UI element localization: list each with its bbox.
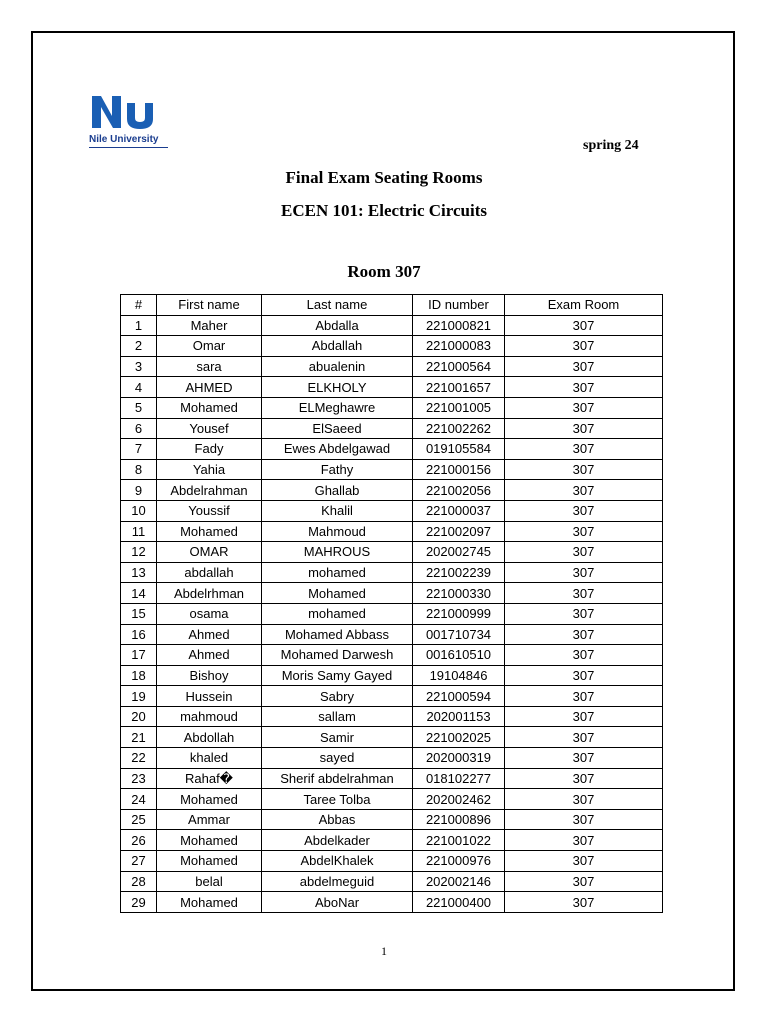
cell-id-number: 001610510 bbox=[413, 645, 505, 666]
cell-number: 9 bbox=[121, 480, 157, 501]
table-row bbox=[121, 583, 663, 604]
cell-first-name: Ahmed bbox=[157, 624, 262, 645]
cell-exam-room: 307 bbox=[505, 830, 663, 851]
page-number: 1 bbox=[381, 944, 387, 958]
cell-exam-room: 307 bbox=[505, 768, 663, 789]
cell-first-name: Abdelrhman bbox=[157, 583, 262, 604]
column-header-exam-room: Exam Room bbox=[505, 295, 663, 316]
cell-id-number: 202000319 bbox=[413, 748, 505, 769]
cell-id-number: 202002146 bbox=[413, 871, 505, 892]
table-row bbox=[121, 645, 663, 666]
cell-number: 2 bbox=[121, 336, 157, 357]
cell-last-name: Mohamed bbox=[262, 583, 413, 604]
cell-last-name: AboNar bbox=[262, 892, 413, 913]
course-title: ECEN 101: Electric Circuits bbox=[280, 201, 487, 220]
cell-first-name: Rahaf� bbox=[157, 768, 262, 789]
cell-id-number: 221000400 bbox=[413, 892, 505, 913]
cell-exam-room: 307 bbox=[505, 542, 663, 563]
cell-number: 22 bbox=[121, 748, 157, 769]
cell-first-name: Mohamed bbox=[157, 892, 262, 913]
cell-id-number: 221002262 bbox=[413, 418, 505, 439]
table-row bbox=[121, 603, 663, 624]
cell-id-number: 221002056 bbox=[413, 480, 505, 501]
cell-last-name: Mohamed Darwesh bbox=[262, 645, 413, 666]
cell-number: 13 bbox=[121, 562, 157, 583]
cell-number: 11 bbox=[121, 521, 157, 542]
cell-first-name: Abdelrahman bbox=[157, 480, 262, 501]
logo-letter-u bbox=[127, 103, 153, 129]
cell-last-name: Moris Samy Gayed bbox=[262, 665, 413, 686]
cell-first-name: Mohamed bbox=[157, 397, 262, 418]
cell-last-name: Taree Tolba bbox=[262, 789, 413, 810]
cell-last-name: Ghallab bbox=[262, 480, 413, 501]
cell-exam-room: 307 bbox=[505, 789, 663, 810]
cell-first-name: Mohamed bbox=[157, 830, 262, 851]
cell-id-number: 19104846 bbox=[413, 665, 505, 686]
cell-exam-room: 307 bbox=[505, 851, 663, 872]
cell-number: 25 bbox=[121, 809, 157, 830]
table-row bbox=[121, 459, 663, 480]
cell-exam-room: 307 bbox=[505, 521, 663, 542]
table-row bbox=[121, 727, 663, 748]
table-row bbox=[121, 418, 663, 439]
semester-label: spring 24 bbox=[583, 138, 639, 153]
cell-last-name: Abbas bbox=[262, 809, 413, 830]
cell-exam-room: 307 bbox=[505, 706, 663, 727]
cell-id-number: 221000999 bbox=[413, 603, 505, 624]
cell-last-name: ELMeghawre bbox=[262, 397, 413, 418]
table-row bbox=[121, 397, 663, 418]
cell-last-name: mohamed bbox=[262, 603, 413, 624]
cell-number: 26 bbox=[121, 830, 157, 851]
table-row bbox=[121, 500, 663, 521]
cell-first-name: abdallah bbox=[157, 562, 262, 583]
column-header-id-number: ID number bbox=[413, 295, 505, 316]
table-row bbox=[121, 624, 663, 645]
cell-first-name: Yousef bbox=[157, 418, 262, 439]
table-row bbox=[121, 851, 663, 872]
cell-exam-room: 307 bbox=[505, 439, 663, 460]
cell-number: 17 bbox=[121, 645, 157, 666]
cell-number: 12 bbox=[121, 542, 157, 563]
cell-first-name: Ammar bbox=[157, 809, 262, 830]
table-row bbox=[121, 356, 663, 377]
cell-id-number: 221000330 bbox=[413, 583, 505, 604]
column-header-last-name: Last name bbox=[262, 295, 413, 316]
table-row bbox=[121, 830, 663, 851]
table-row bbox=[121, 706, 663, 727]
column-header-first-name: First name bbox=[157, 295, 262, 316]
cell-last-name: sallam bbox=[262, 706, 413, 727]
cell-id-number: 221000821 bbox=[413, 315, 505, 336]
cell-id-number: 221002239 bbox=[413, 562, 505, 583]
cell-number: 27 bbox=[121, 851, 157, 872]
cell-exam-room: 307 bbox=[505, 624, 663, 645]
cell-id-number: 221001005 bbox=[413, 397, 505, 418]
column-header-number: # bbox=[121, 295, 157, 316]
logo-underline bbox=[89, 147, 168, 148]
cell-exam-room: 307 bbox=[505, 336, 663, 357]
cell-last-name: Mohamed Abbass bbox=[262, 624, 413, 645]
page-title: Final Exam Seating Rooms bbox=[285, 168, 483, 187]
cell-last-name: ElSaeed bbox=[262, 418, 413, 439]
cell-first-name: Mohamed bbox=[157, 521, 262, 542]
cell-id-number: 001710734 bbox=[413, 624, 505, 645]
table-row bbox=[121, 871, 663, 892]
cell-exam-room: 307 bbox=[505, 377, 663, 398]
cell-exam-room: 307 bbox=[505, 727, 663, 748]
cell-number: 15 bbox=[121, 603, 157, 624]
cell-exam-room: 307 bbox=[505, 645, 663, 666]
cell-exam-room: 307 bbox=[505, 583, 663, 604]
cell-last-name: Abdalla bbox=[262, 315, 413, 336]
cell-number: 18 bbox=[121, 665, 157, 686]
cell-last-name: MAHROUS bbox=[262, 542, 413, 563]
table-row bbox=[121, 665, 663, 686]
cell-exam-room: 307 bbox=[505, 500, 663, 521]
cell-last-name: Sherif abdelrahman bbox=[262, 768, 413, 789]
cell-number: 8 bbox=[121, 459, 157, 480]
cell-last-name: Sabry bbox=[262, 686, 413, 707]
table-row bbox=[121, 562, 663, 583]
cell-first-name: Hussein bbox=[157, 686, 262, 707]
cell-last-name: Abdelkader bbox=[262, 830, 413, 851]
cell-last-name: abdelmeguid bbox=[262, 871, 413, 892]
cell-exam-room: 307 bbox=[505, 315, 663, 336]
cell-last-name: Khalil bbox=[262, 500, 413, 521]
table-row bbox=[121, 480, 663, 501]
table-row bbox=[121, 768, 663, 789]
cell-number: 1 bbox=[121, 315, 157, 336]
cell-number: 5 bbox=[121, 397, 157, 418]
cell-number: 3 bbox=[121, 356, 157, 377]
cell-first-name: Maher bbox=[157, 315, 262, 336]
cell-first-name: Mohamed bbox=[157, 851, 262, 872]
cell-exam-room: 307 bbox=[505, 665, 663, 686]
cell-last-name: ELKHOLY bbox=[262, 377, 413, 398]
cell-number: 10 bbox=[121, 500, 157, 521]
cell-number: 23 bbox=[121, 768, 157, 789]
cell-id-number: 019105584 bbox=[413, 439, 505, 460]
table-row bbox=[121, 748, 663, 769]
cell-id-number: 221000594 bbox=[413, 686, 505, 707]
cell-number: 16 bbox=[121, 624, 157, 645]
cell-last-name: mohamed bbox=[262, 562, 413, 583]
cell-exam-room: 307 bbox=[505, 397, 663, 418]
cell-number: 24 bbox=[121, 789, 157, 810]
cell-exam-room: 307 bbox=[505, 892, 663, 913]
cell-first-name: Youssif bbox=[157, 500, 262, 521]
table-row bbox=[121, 542, 663, 563]
cell-number: 4 bbox=[121, 377, 157, 398]
cell-last-name: abualenin bbox=[262, 356, 413, 377]
cell-exam-room: 307 bbox=[505, 603, 663, 624]
cell-exam-room: 307 bbox=[505, 562, 663, 583]
cell-number: 20 bbox=[121, 706, 157, 727]
cell-first-name: Abdollah bbox=[157, 727, 262, 748]
table-row bbox=[121, 336, 663, 357]
cell-last-name: Samir bbox=[262, 727, 413, 748]
cell-first-name: Fady bbox=[157, 439, 262, 460]
cell-first-name: mahmoud bbox=[157, 706, 262, 727]
cell-first-name: OMAR bbox=[157, 542, 262, 563]
cell-first-name: Mohamed bbox=[157, 789, 262, 810]
cell-number: 14 bbox=[121, 583, 157, 604]
cell-id-number: 221000037 bbox=[413, 500, 505, 521]
table-row bbox=[121, 521, 663, 542]
cell-exam-room: 307 bbox=[505, 356, 663, 377]
cell-id-number: 221000156 bbox=[413, 459, 505, 480]
cell-id-number: 221000976 bbox=[413, 851, 505, 872]
cell-id-number: 221000564 bbox=[413, 356, 505, 377]
table-row bbox=[121, 439, 663, 460]
cell-last-name: sayed bbox=[262, 748, 413, 769]
cell-exam-room: 307 bbox=[505, 459, 663, 480]
cell-last-name: Mahmoud bbox=[262, 521, 413, 542]
cell-number: 21 bbox=[121, 727, 157, 748]
cell-exam-room: 307 bbox=[505, 748, 663, 769]
logo-text: Nile University bbox=[89, 134, 159, 145]
cell-first-name: belal bbox=[157, 871, 262, 892]
table-row bbox=[121, 892, 663, 913]
cell-id-number: 202001153 bbox=[413, 706, 505, 727]
cell-exam-room: 307 bbox=[505, 809, 663, 830]
table-row bbox=[121, 377, 663, 398]
cell-first-name: AHMED bbox=[157, 377, 262, 398]
cell-id-number: 202002745 bbox=[413, 542, 505, 563]
cell-id-number: 202002462 bbox=[413, 789, 505, 810]
cell-exam-room: 307 bbox=[505, 480, 663, 501]
table-row bbox=[121, 686, 663, 707]
cell-first-name: Ahmed bbox=[157, 645, 262, 666]
cell-id-number: 221000083 bbox=[413, 336, 505, 357]
cell-first-name: sara bbox=[157, 356, 262, 377]
cell-id-number: 018102277 bbox=[413, 768, 505, 789]
table-body bbox=[121, 315, 663, 912]
cell-id-number: 221002097 bbox=[413, 521, 505, 542]
cell-first-name: khaled bbox=[157, 748, 262, 769]
cell-first-name: Bishoy bbox=[157, 665, 262, 686]
cell-number: 29 bbox=[121, 892, 157, 913]
cell-exam-room: 307 bbox=[505, 418, 663, 439]
cell-first-name: osama bbox=[157, 603, 262, 624]
cell-last-name: Ewes Abdelgawad bbox=[262, 439, 413, 460]
seating-table bbox=[120, 294, 663, 913]
cell-id-number: 221002025 bbox=[413, 727, 505, 748]
logo-letter-n bbox=[92, 96, 121, 128]
cell-id-number: 221000896 bbox=[413, 809, 505, 830]
cell-id-number: 221001022 bbox=[413, 830, 505, 851]
cell-number: 6 bbox=[121, 418, 157, 439]
table-header-row bbox=[121, 295, 663, 316]
cell-last-name: Fathy bbox=[262, 459, 413, 480]
cell-number: 19 bbox=[121, 686, 157, 707]
table-row bbox=[121, 789, 663, 810]
room-heading: Room 307 bbox=[347, 262, 421, 281]
cell-number: 28 bbox=[121, 871, 157, 892]
cell-last-name: AbdelKhalek bbox=[262, 851, 413, 872]
cell-id-number: 221001657 bbox=[413, 377, 505, 398]
cell-first-name: Omar bbox=[157, 336, 262, 357]
cell-exam-room: 307 bbox=[505, 686, 663, 707]
cell-last-name: Abdallah bbox=[262, 336, 413, 357]
table-row bbox=[121, 809, 663, 830]
cell-number: 7 bbox=[121, 439, 157, 460]
table-row bbox=[121, 315, 663, 336]
cell-exam-room: 307 bbox=[505, 871, 663, 892]
cell-first-name: Yahia bbox=[157, 459, 262, 480]
